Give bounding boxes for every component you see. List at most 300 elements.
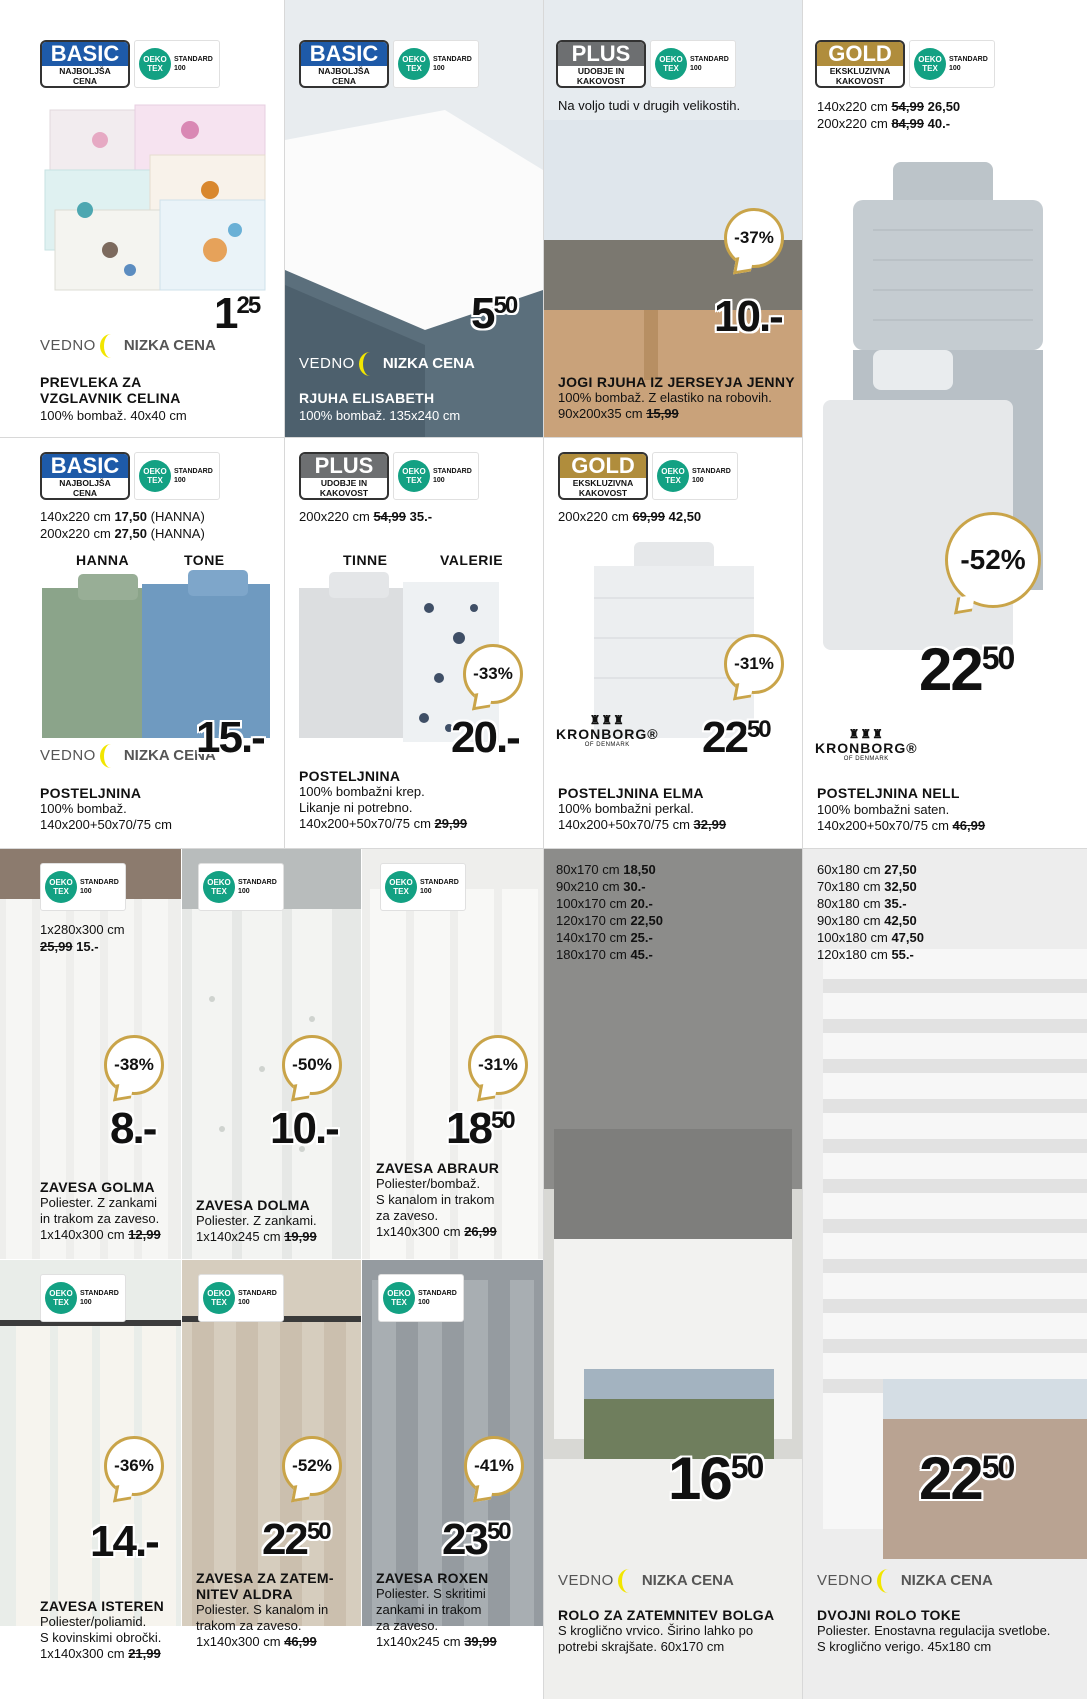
- title-line1: ZAVESA ZA ZATEM-: [196, 1570, 334, 1586]
- nizka-cena-text: NIZKA CENA: [382, 355, 475, 372]
- size-price: 30.-: [623, 879, 646, 894]
- old-price: 84,99: [891, 116, 924, 131]
- discount-badge: -38%: [104, 1035, 164, 1095]
- desc-line3: za zaveso.: [376, 1208, 439, 1223]
- kronborg-sub: OF DENMARK: [843, 756, 889, 762]
- product-title: POSTELJNINA: [40, 785, 142, 801]
- swoosh-icon: [100, 744, 122, 768]
- price-dec: 50: [490, 1107, 514, 1134]
- price-main: 22: [262, 1515, 307, 1564]
- swoosh-icon: [877, 1569, 899, 1593]
- desc-line1: Poliester. S skritimi: [376, 1586, 486, 1601]
- size-price: 18,50: [623, 862, 656, 877]
- desc-line3: [40, 1646, 161, 1662]
- desc-line1: S kroglično vrvico. Širino lahko po: [558, 1623, 754, 1638]
- discount-badge: -31%: [724, 634, 784, 694]
- oeko-tex-badge: [40, 1274, 126, 1322]
- swoosh-icon: [100, 334, 122, 358]
- discount-badge: -36%: [104, 1436, 164, 1496]
- size-prices: [40, 921, 125, 955]
- size: 100x180 cm: [817, 930, 888, 945]
- product-desc: [196, 1602, 328, 1650]
- desc-line2: potrebi skrajšate. 60x170 cm: [558, 1639, 725, 1654]
- vedno-text: VEDNO: [817, 1572, 873, 1589]
- oeko-tex-badge: [378, 1274, 464, 1322]
- oeko-tex-badge: [652, 452, 738, 500]
- price-main: 10.-: [270, 1104, 338, 1153]
- price: [270, 1104, 338, 1153]
- product-isteren[interactable]: [0, 1260, 181, 1699]
- grid-divider: [0, 848, 1087, 849]
- size: 140x220 cm: [817, 99, 888, 114]
- discount-badge: -52%: [282, 1436, 342, 1496]
- desc-line4: [376, 1634, 497, 1650]
- vedno-text: VEDNO: [40, 747, 96, 764]
- size: 1x140x300 cm: [196, 1634, 281, 1649]
- badge-row: [40, 40, 220, 88]
- price: [90, 1517, 158, 1566]
- price-main: 22: [919, 636, 982, 703]
- plus-badge: [299, 452, 389, 500]
- kronborg-sub: OF DENMARK: [584, 742, 630, 748]
- nizka-cena-text: NIZKA CENA: [123, 337, 216, 354]
- oeko-standard: [418, 1289, 457, 1307]
- oeko-tex-badge: [380, 863, 466, 911]
- product-desc: 100% bombaž. 40x40 cm: [40, 408, 187, 423]
- badge-name: GOLD: [560, 454, 646, 478]
- oeko-standard: [433, 55, 472, 73]
- product-image-elma: [594, 538, 754, 738]
- product-hanna-tone[interactable]: [0, 438, 284, 848]
- product-title: ZAVESA ISTEREN: [40, 1598, 164, 1614]
- desc-line1: 100% bombaž.: [40, 801, 127, 816]
- kronborg-logo: [556, 714, 659, 748]
- desc-line2: [558, 817, 726, 833]
- desc-line1: 100% bombažni saten.: [817, 802, 950, 817]
- oeko-std2: 100: [80, 1299, 92, 1306]
- size-prices: [817, 98, 960, 132]
- product-title: ZAVESA ABRAUR: [376, 1160, 500, 1176]
- size-price: 42,50: [884, 913, 917, 928]
- availability-note: Na voljo tudi v drugih velikostih.: [558, 98, 741, 113]
- product-desc: [40, 801, 172, 833]
- oeko-std1: STANDARD: [433, 56, 472, 63]
- old-price: 39,99: [464, 1634, 497, 1649]
- size-price: 20.-: [630, 896, 653, 911]
- oeko-std2: 100: [174, 65, 186, 72]
- desc-line1: 100% bombažni perkal.: [558, 801, 694, 816]
- product-title: [196, 1570, 334, 1602]
- badge-name: BASIC: [301, 42, 387, 66]
- vedno-text: VEDNO: [299, 355, 355, 372]
- oeko-tex-badge: [650, 40, 736, 88]
- oeko-std1: STANDARD: [80, 879, 119, 886]
- product-jenny[interactable]: [544, 0, 802, 437]
- desc-line4: [376, 1224, 497, 1240]
- oeko-tex-icon: OEKO TEX: [385, 871, 417, 903]
- product-title: [40, 374, 181, 406]
- price-main: 5: [471, 289, 494, 338]
- nizka-cena-text: NIZKA CENA: [123, 747, 216, 764]
- oeko-tex-icon: OEKO TEX: [139, 48, 171, 80]
- size-price: 47,50: [891, 930, 924, 945]
- oeko-std2: 100: [238, 888, 250, 895]
- oeko-tex-icon: OEKO TEX: [655, 48, 687, 80]
- size-price: 25.-: [630, 930, 653, 945]
- nizka-cena-text: NIZKA CENA: [900, 1572, 993, 1589]
- size-price: 55.-: [891, 947, 914, 962]
- size-row: [40, 508, 205, 525]
- price-dec: 50: [981, 1449, 1014, 1485]
- badge-name: PLUS: [558, 42, 644, 66]
- price: [668, 1445, 763, 1512]
- oeko-tex-icon: OEKO TEX: [657, 460, 689, 492]
- new-price: 42,50: [668, 509, 702, 524]
- variant-label-hanna: HANNA: [76, 552, 130, 568]
- price-main: 10.-: [714, 292, 782, 341]
- discount-badge: -52%: [945, 512, 1041, 608]
- oeko-standard: [238, 1289, 277, 1307]
- oeko-tex-badge: [198, 1274, 284, 1322]
- badge-sub2: CENA: [72, 76, 98, 86]
- badge-sub1: UDOBJE IN: [320, 478, 368, 488]
- oeko-tex-icon: OEKO TEX: [914, 48, 946, 80]
- product-desc: [40, 1614, 161, 1662]
- kronborg-name: KRONBORG®: [556, 726, 659, 742]
- oeko-tex-icon: OEKO TEX: [398, 460, 430, 492]
- size: 1x140x245 cm: [376, 1634, 461, 1649]
- grid-divider: [543, 0, 544, 1699]
- badge-sub1: EKSKLUZIVNA: [572, 478, 634, 488]
- price: [446, 1104, 514, 1153]
- price: [442, 1515, 510, 1564]
- desc-line2: trakom za zaveso.: [196, 1618, 302, 1633]
- badge-sub1: EKSKLUZIVNA: [829, 66, 891, 76]
- old-price: 21,99: [128, 1646, 161, 1661]
- oeko-std1: STANDARD: [238, 1290, 277, 1297]
- size-prices: [299, 508, 432, 525]
- price-main: 16: [668, 1445, 731, 1512]
- variant: (HANNA): [150, 509, 205, 524]
- badge-name: BASIC: [42, 454, 128, 478]
- desc-line1: Poliester. S kanalom in: [196, 1602, 329, 1617]
- badge-row: [299, 452, 479, 500]
- badge-sub2: KAKOVOST: [835, 76, 885, 86]
- price: [919, 1445, 1014, 1512]
- badge-row: [558, 452, 738, 500]
- vedno-text: VEDNO: [40, 337, 96, 354]
- old-price: 46,99: [952, 818, 986, 833]
- desc-line2: S kanalom in trakom: [376, 1192, 495, 1207]
- oeko-tex-icon: OEKO TEX: [383, 1282, 415, 1314]
- badge-row: [815, 40, 995, 88]
- size-prices: [40, 508, 205, 542]
- oeko-std2: 100: [80, 888, 92, 895]
- desc-line1: 100% bombaž. Z elastiko na robovih.: [558, 390, 772, 405]
- size-price: 22,50: [630, 913, 663, 928]
- desc-line2: S kovinskimi obročki.: [40, 1630, 162, 1645]
- title-line2: NITEV ALDRA: [196, 1586, 293, 1602]
- product-title: ZAVESA ROXEN: [376, 1570, 489, 1586]
- product-desc: 100% bombaž. 135x240 cm: [299, 408, 461, 423]
- oeko-std1: STANDARD: [692, 468, 731, 475]
- desc-line1: Poliester/bombaž.: [376, 1176, 481, 1191]
- oeko-standard: [80, 878, 119, 896]
- nizka-cena-text: NIZKA CENA: [641, 1572, 734, 1589]
- badge-name: BASIC: [42, 42, 128, 66]
- discount-badge: -31%: [468, 1035, 528, 1095]
- castle-icon: ♜♜♜: [589, 713, 625, 727]
- desc-line2: [558, 406, 772, 422]
- price-dec: 50: [493, 292, 517, 319]
- oeko-std2: 100: [690, 65, 702, 72]
- size-price: 27,50: [884, 862, 917, 877]
- desc-line3: [40, 1227, 161, 1243]
- desc-line2: S kroglično verigo. 45x180 cm: [817, 1639, 992, 1654]
- badge-sub2: KAKOVOST: [319, 488, 369, 498]
- variant-label-valerie: VALERIE: [440, 552, 504, 568]
- discount-badge: -37%: [724, 208, 784, 268]
- variant: (HANNA): [150, 526, 205, 541]
- size: 100x170 cm: [556, 896, 627, 911]
- size: 90x210 cm: [556, 879, 620, 894]
- size-row: [817, 98, 960, 115]
- oeko-standard: [174, 467, 213, 485]
- product-elisabeth[interactable]: [285, 0, 543, 437]
- size-row: [556, 912, 663, 929]
- kronborg-name: KRONBORG®: [815, 740, 918, 756]
- product-toke[interactable]: [803, 849, 1087, 1699]
- oeko-standard: [238, 878, 277, 896]
- oeko-tex-icon: OEKO TEX: [203, 871, 235, 903]
- price-dec: 50: [730, 1449, 763, 1485]
- swoosh-icon: [618, 1569, 640, 1593]
- size-row: [817, 895, 924, 912]
- old-price: 25,99: [40, 939, 73, 954]
- vedno-text: VEDNO: [558, 1572, 614, 1589]
- desc-line1: Poliester. Z zankami: [40, 1195, 158, 1210]
- desc-line3: za zaveso.: [376, 1618, 439, 1633]
- price: [110, 1104, 156, 1153]
- product-elma[interactable]: [544, 438, 802, 848]
- vedno-nizka-cena-logo: [817, 1569, 993, 1593]
- product-celina[interactable]: [0, 0, 284, 437]
- product-title: DVOJNI ROLO TOKE: [817, 1607, 961, 1623]
- price-main: 18: [446, 1104, 491, 1153]
- castle-icon: ♜♜♜: [848, 727, 884, 741]
- oeko-tex-badge: [393, 452, 479, 500]
- product-title: POSTELJNINA ELMA: [558, 785, 704, 801]
- oeko-standard: [692, 467, 731, 485]
- basic-badge: [40, 40, 130, 88]
- product-desc: [558, 801, 726, 833]
- product-roxen[interactable]: [362, 1260, 543, 1699]
- price-row: [40, 938, 125, 955]
- product-abraur[interactable]: [362, 849, 543, 1259]
- discount-badge: -50%: [282, 1035, 342, 1095]
- badge-row: [40, 452, 220, 500]
- product-tinne-valerie[interactable]: [285, 438, 543, 848]
- product-desc: [817, 1623, 1050, 1655]
- price-dec: 25: [236, 292, 260, 319]
- grid-divider: [802, 0, 803, 1699]
- old-price: 19,99: [284, 1229, 317, 1244]
- badge-sub2: KAKOVOST: [576, 76, 626, 86]
- badge-name: PLUS: [301, 454, 387, 478]
- size: 1x140x300 cm: [40, 1227, 125, 1242]
- price-main: 20.-: [451, 713, 519, 762]
- product-nell[interactable]: [803, 0, 1087, 848]
- size-price: 35.-: [884, 896, 907, 911]
- product-desc: [196, 1213, 317, 1245]
- oeko-standard: [80, 1289, 119, 1307]
- new-price: 15.-: [76, 939, 99, 954]
- new-price: 35.-: [409, 509, 433, 524]
- oeko-tex-icon: OEKO TEX: [139, 460, 171, 492]
- discount-badge: -41%: [464, 1436, 524, 1496]
- product-dolma[interactable]: [182, 849, 361, 1259]
- price: [262, 1515, 330, 1564]
- oeko-standard: [174, 55, 213, 73]
- size: 140x170 cm: [556, 930, 627, 945]
- size: 200x220 cm: [40, 526, 111, 541]
- oeko-std1: STANDARD: [418, 1290, 457, 1297]
- price: [471, 289, 517, 338]
- price: [214, 289, 260, 338]
- product-bolga[interactable]: [544, 849, 802, 1699]
- product-golma[interactable]: [0, 849, 181, 1259]
- oeko-std2: 100: [692, 477, 704, 484]
- vedno-nizka-cena-logo: [558, 1569, 734, 1593]
- oeko-tex-icon: OEKO TEX: [398, 48, 430, 80]
- product-desc: [376, 1586, 497, 1650]
- size-row: [556, 929, 663, 946]
- product-title: JOGI RJUHA IZ JERSEYJA JENNY: [558, 374, 795, 390]
- size-prices: [558, 508, 701, 525]
- size-row: [299, 508, 432, 525]
- gold-badge: [815, 40, 905, 88]
- oeko-std1: STANDARD: [433, 468, 472, 475]
- price-main: 1: [214, 289, 237, 338]
- size: 180x170 cm: [556, 947, 627, 962]
- oeko-std1: STANDARD: [174, 468, 213, 475]
- size: 90x200x35 cm: [558, 406, 643, 421]
- badge-sub2: CENA: [331, 76, 357, 86]
- price-main: 8.-: [110, 1104, 156, 1153]
- size-row: [817, 861, 924, 878]
- desc-line1: Poliester. Enostavna regulacija svetlobe.: [817, 1623, 1051, 1638]
- price-dec: 50: [306, 1518, 330, 1545]
- oeko-std2: 100: [949, 65, 961, 72]
- product-desc: [558, 1623, 753, 1655]
- size: 70x180 cm: [817, 879, 881, 894]
- price-dec: 50: [981, 640, 1014, 676]
- price: [919, 636, 1014, 703]
- size: 200x220 cm: [299, 509, 370, 524]
- size-row: [556, 878, 663, 895]
- badge-sub1: NAJBOLJŠA: [59, 66, 111, 76]
- price-main: 14.-: [90, 1517, 158, 1566]
- price-main: 22: [919, 1445, 982, 1512]
- oeko-std1: STANDARD: [174, 56, 213, 63]
- new-price: 40.-: [927, 116, 951, 131]
- desc-line2: 140x200+50x70/75 cm: [40, 817, 172, 832]
- size-row: [558, 508, 701, 525]
- badge-row: [299, 40, 479, 88]
- plus-badge: [556, 40, 646, 88]
- oeko-std2: 100: [433, 477, 445, 484]
- size: 80x170 cm: [556, 862, 620, 877]
- product-title: POSTELJNINA NELL: [817, 785, 960, 801]
- product-aldra[interactable]: [182, 1260, 361, 1699]
- oeko-std2: 100: [418, 1299, 430, 1306]
- oeko-tex-icon: OEKO TEX: [45, 871, 77, 903]
- size: 1x140x245 cm: [196, 1229, 281, 1244]
- badge-sub1: NAJBOLJŠA: [318, 66, 370, 76]
- size: 90x180 cm: [817, 913, 881, 928]
- oeko-tex-badge: [40, 863, 126, 911]
- old-price: 69,99: [632, 509, 665, 524]
- size: 80x180 cm: [817, 896, 881, 911]
- desc-line1: Poliester. Z zankami.: [196, 1213, 317, 1228]
- desc-line2: [817, 818, 985, 834]
- size-row: [817, 912, 924, 929]
- oeko-std1: STANDARD: [80, 1290, 119, 1297]
- oeko-tex-badge: [393, 40, 479, 88]
- new-price: 26,50: [927, 99, 961, 114]
- title-line1: PREVLEKA ZA: [40, 374, 142, 390]
- oeko-std1: STANDARD: [238, 879, 277, 886]
- old-price: 54,99: [891, 99, 924, 114]
- size-price: 45.-: [630, 947, 653, 962]
- size-row: [817, 115, 960, 132]
- badge-sub2: KAKOVOST: [578, 488, 628, 498]
- oeko-tex-badge: [134, 40, 220, 88]
- product-desc: [376, 1176, 497, 1240]
- size: 140x200+50x70/75 cm: [299, 816, 431, 831]
- old-price: 15,99: [646, 406, 679, 421]
- basic-badge: [40, 452, 130, 500]
- variant-label-tone: TONE: [184, 552, 225, 568]
- product-desc: [40, 1195, 161, 1243]
- size: 140x200+50x70/75 cm: [558, 817, 690, 832]
- size-row: [817, 929, 924, 946]
- oeko-tex-icon: OEKO TEX: [45, 1282, 77, 1314]
- size-row: [40, 525, 205, 542]
- grid-divider: [284, 0, 285, 848]
- oeko-std1: STANDARD: [949, 56, 988, 63]
- gold-badge: [558, 452, 648, 500]
- price-main: 23: [442, 1515, 487, 1564]
- size-row: [817, 946, 924, 963]
- desc-line3: [196, 1634, 328, 1650]
- product-title: ROLO ZA ZATEMNITEV BOLGA: [558, 1607, 775, 1623]
- size-row: [556, 895, 663, 912]
- size-row: [817, 878, 924, 895]
- size: 200x220 cm: [558, 509, 629, 524]
- product-title: ZAVESA DOLMA: [196, 1197, 311, 1213]
- desc-line2: zankami in trakom: [376, 1602, 482, 1617]
- kronborg-logo: [815, 728, 918, 762]
- price: [196, 713, 264, 762]
- oeko-std1: STANDARD: [690, 56, 729, 63]
- new-price: 27,50: [114, 526, 147, 541]
- oeko-tex-icon: OEKO TEX: [203, 1282, 235, 1314]
- price-main: 22: [702, 713, 747, 762]
- badge-name: GOLD: [817, 42, 903, 66]
- oeko-standard: [420, 878, 459, 896]
- oeko-tex-badge: [134, 452, 220, 500]
